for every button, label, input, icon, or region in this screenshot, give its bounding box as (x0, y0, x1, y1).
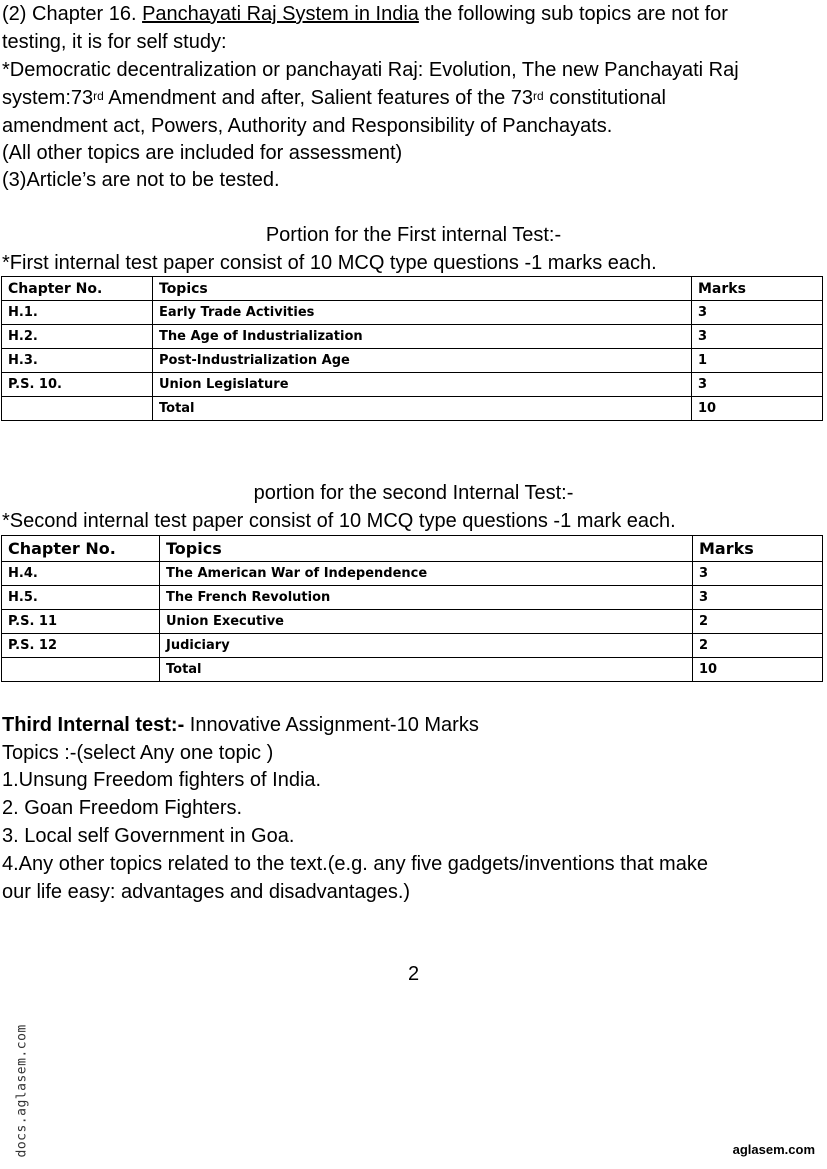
superscript-rd: rd (93, 89, 104, 103)
table-total-row (2, 658, 823, 682)
third-test-line (2, 713, 479, 737)
intro-line-1 (2, 2, 728, 26)
cell-marks: 2 (693, 610, 823, 634)
first-test-table (1, 276, 823, 421)
intro-line-2: testing, it is for self study: (2, 31, 227, 53)
intro-line-4 (2, 86, 666, 110)
first-test-heading: Portion for the First internal Test:- (265, 224, 562, 246)
intro-l4-c: constitutional (543, 87, 666, 109)
cell-marks: 2 (693, 634, 823, 658)
watermark-text: docs.aglasem.com (14, 1024, 30, 1158)
intro-line-5: amendment act, Powers, Authority and Responsibility of Panchayats. (2, 115, 613, 137)
cell-topic: The Age of Industrialization (153, 325, 692, 349)
second-test-heading: portion for the second Internal Test:- (253, 482, 574, 504)
cell-topic: Post-Industrialization Age (153, 349, 692, 373)
cell-marks: 1 (692, 349, 823, 373)
header-topics: Topics (160, 536, 693, 562)
table-total-row (2, 397, 823, 421)
cell-marks: 3 (693, 562, 823, 586)
list-item: 4.Any other topics related to the text.(e.g. any five gadgets/inventions that make (2, 853, 708, 875)
list-item-continuation: our life easy: advantages and disadvantages.) (2, 881, 411, 903)
header-chapter: Chapter No. (2, 277, 153, 301)
intro-line-3: *Democratic decentralization or panchayati Raj: Evolution, The new Panchayati Raj (2, 59, 739, 81)
list-item: 2. Goan Freedom Fighters. (2, 797, 243, 819)
third-test-label: Third Internal test:- (2, 714, 185, 736)
intro-l4-b: Amendment and after, Salient features of the 73 (103, 87, 533, 109)
list-item: 3. Local self Government in Goa. (2, 825, 295, 847)
header-chapter: Chapter No. (2, 536, 160, 562)
cell-chapter: H.1. (2, 301, 153, 325)
first-test-note: *First internal test paper consist of 10 MCQ type questions -1 marks each. (2, 252, 657, 274)
header-marks: Marks (693, 536, 823, 562)
cell-topic: Early Trade Activities (153, 301, 692, 325)
cell-chapter (2, 658, 160, 682)
table-row (2, 610, 823, 634)
header-marks: Marks (692, 277, 823, 301)
brand-footer: aglasem.com (732, 1142, 815, 1157)
list-item: 1.Unsung Freedom fighters of India. (2, 769, 322, 791)
table-row (2, 301, 823, 325)
cell-topic: Union Legislature (153, 373, 692, 397)
intro-suffix: the following sub topics are not for (418, 3, 728, 25)
intro-line-7: (3)Article’s are not to be tested. (2, 169, 280, 191)
second-test-note: *Second internal test paper consist of 10 MCQ type questions -1 mark each. (2, 510, 676, 532)
cell-chapter: P.S. 10. (2, 373, 153, 397)
cell-chapter: H.5. (2, 586, 160, 610)
third-test-desc: Innovative Assignment-10 Marks (184, 714, 479, 736)
table-row (2, 634, 823, 658)
cell-chapter: H.4. (2, 562, 160, 586)
cell-chapter: P.S. 11 (2, 610, 160, 634)
second-test-table (1, 535, 823, 682)
cell-total-label: Total (153, 397, 692, 421)
cell-marks: 3 (692, 325, 823, 349)
chapter-title-link: Panchayati Raj System in India (142, 3, 419, 25)
cell-chapter: H.3. (2, 349, 153, 373)
cell-topic: The French Revolution (160, 586, 693, 610)
cell-chapter: P.S. 12 (2, 634, 160, 658)
cell-marks: 3 (692, 373, 823, 397)
cell-topic: Judiciary (160, 634, 693, 658)
table-row (2, 586, 823, 610)
cell-topic: Union Executive (160, 610, 693, 634)
table-row (2, 349, 823, 373)
table-header-row (2, 536, 823, 562)
intro-line-6: (All other topics are included for assessment) (2, 142, 403, 164)
cell-chapter (2, 397, 153, 421)
header-topics: Topics (153, 277, 692, 301)
cell-marks: 3 (692, 301, 823, 325)
cell-chapter: H.2. (2, 325, 153, 349)
cell-total-marks: 10 (693, 658, 823, 682)
cell-marks: 3 (693, 586, 823, 610)
cell-total-marks: 10 (692, 397, 823, 421)
topics-heading: Topics :-(select Any one topic ) (2, 742, 274, 764)
intro-prefix: (2) Chapter 16. (2, 3, 143, 25)
cell-topic: The American War of Independence (160, 562, 693, 586)
superscript-rd-2: rd (533, 89, 544, 103)
table-header-row (2, 277, 823, 301)
table-row (2, 325, 823, 349)
cell-total-label: Total (160, 658, 693, 682)
page-number: 2 (407, 963, 420, 985)
intro-l4-a: system:73 (2, 87, 94, 109)
table-row (2, 562, 823, 586)
table-row (2, 373, 823, 397)
